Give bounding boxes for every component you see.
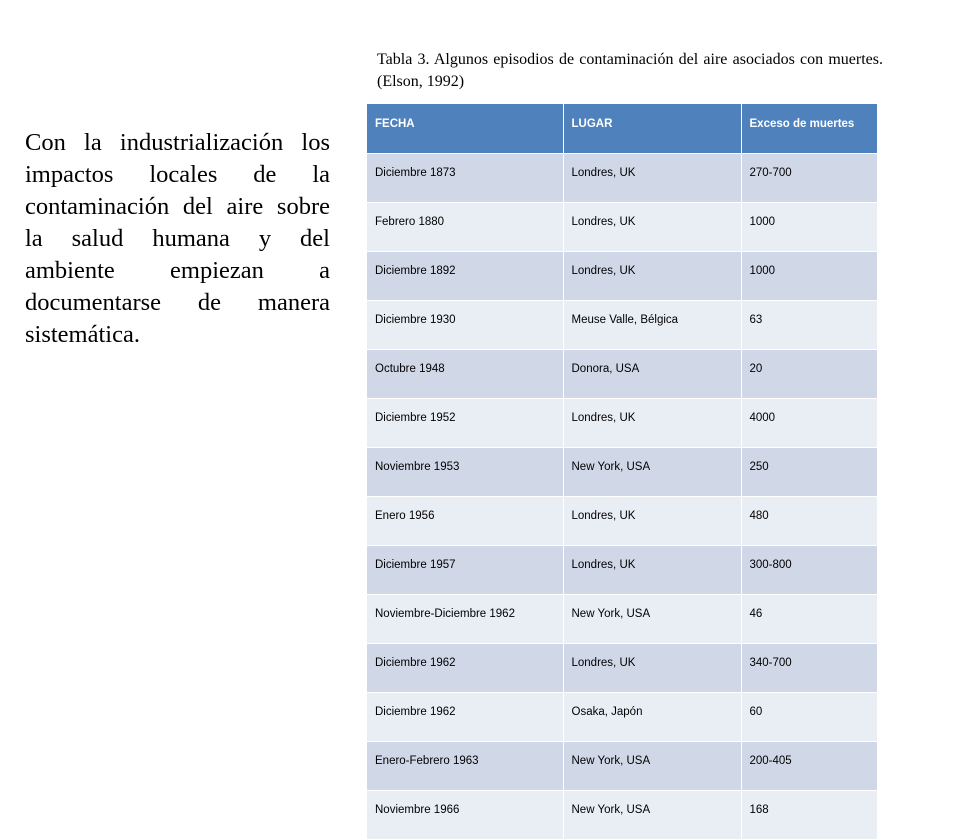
cell-fecha: Noviembre 1953 [367,448,563,497]
cell-exceso-muertes: 60 [741,693,877,742]
cell-lugar: Londres, UK [563,546,741,595]
cell-exceso-muertes: 300-800 [741,546,877,595]
cell-fecha: Diciembre 1952 [367,399,563,448]
cell-exceso-muertes: 270-700 [741,154,877,203]
cell-fecha: Noviembre-Diciembre 1962 [367,595,563,644]
cell-exceso-muertes: 1000 [741,203,877,252]
cell-exceso-muertes: 4000 [741,399,877,448]
cell-fecha: Diciembre 1957 [367,546,563,595]
header-fecha: FECHA [367,104,563,154]
pollution-episodes-table [367,104,878,840]
table-row [367,693,877,742]
table-row [367,301,877,350]
cell-lugar: Londres, UK [563,399,741,448]
cell-exceso-muertes: 63 [741,301,877,350]
header-lugar: LUGAR [563,104,741,154]
table-row [367,644,877,693]
table-header-row [367,104,877,154]
cell-lugar: New York, USA [563,595,741,644]
cell-exceso-muertes: 20 [741,350,877,399]
table-row [367,448,877,497]
table-row [367,350,877,399]
cell-exceso-muertes: 480 [741,497,877,546]
cell-exceso-muertes: 340-700 [741,644,877,693]
cell-exceso-muertes: 168 [741,791,877,840]
table-row [367,546,877,595]
cell-lugar: Londres, UK [563,252,741,301]
cell-lugar: Osaka, Japón [563,693,741,742]
table-row [367,252,877,301]
cell-lugar: New York, USA [563,448,741,497]
cell-lugar: New York, USA [563,742,741,791]
cell-exceso-muertes: 46 [741,595,877,644]
table-row [367,203,877,252]
table-body [367,154,877,840]
table-row [367,497,877,546]
table-row [367,154,877,203]
table-row [367,742,877,791]
cell-lugar: Londres, UK [563,203,741,252]
table-row [367,595,877,644]
cell-lugar: Meuse Valle, Bélgica [563,301,741,350]
cell-fecha: Enero 1956 [367,497,563,546]
cell-fecha: Diciembre 1962 [367,693,563,742]
cell-fecha: Octubre 1948 [367,350,563,399]
table-row [367,791,877,840]
cell-fecha: Enero-Febrero 1963 [367,742,563,791]
cell-exceso-muertes: 1000 [741,252,877,301]
table-caption: Tabla 3. Algunos episodios de contaminación del aire asociados con muertes. (Elson, 1992) [377,51,883,90]
header-exceso-muertes: Exceso de muertes [741,104,877,154]
cell-fecha: Diciembre 1962 [367,644,563,693]
body-paragraph: Con la industrialización los impactos locales de la contaminación del aire sobre la salud humana y del ambiente empiezan a documentarse de manera sistemática. [25,129,330,348]
table-row [367,399,877,448]
cell-fecha: Diciembre 1892 [367,252,563,301]
cell-exceso-muertes: 250 [741,448,877,497]
cell-lugar: Donora, USA [563,350,741,399]
cell-lugar: Londres, UK [563,497,741,546]
cell-fecha: Diciembre 1930 [367,301,563,350]
cell-fecha: Noviembre 1966 [367,791,563,840]
cell-fecha: Diciembre 1873 [367,154,563,203]
cell-fecha: Febrero 1880 [367,203,563,252]
cell-exceso-muertes: 200-405 [741,742,877,791]
cell-lugar: New York, USA [563,791,741,840]
cell-lugar: Londres, UK [563,154,741,203]
cell-lugar: Londres, UK [563,644,741,693]
